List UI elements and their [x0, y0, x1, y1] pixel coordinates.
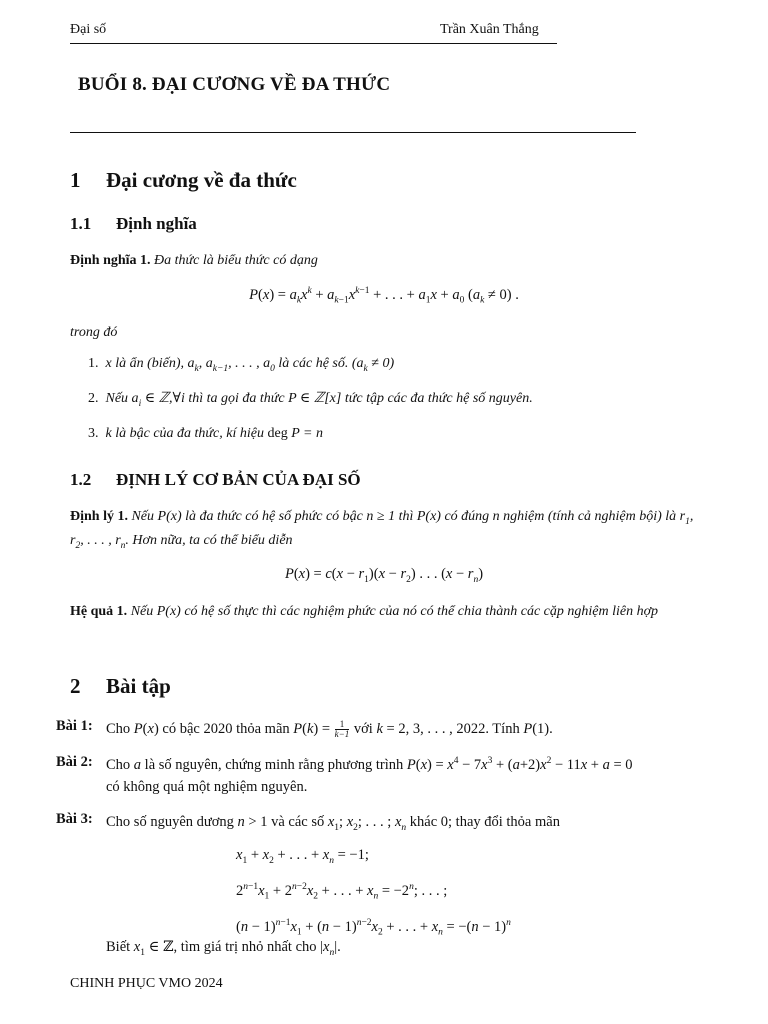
- header-author: Trần Xuân Thắng: [440, 22, 539, 37]
- header-divider: [70, 43, 557, 44]
- subsection-title: Định nghĩa: [116, 214, 197, 233]
- lesson-title: BUỔI 8. ĐẠI CƯƠNG VỀ ĐA THỨC: [78, 74, 391, 95]
- section-title: Bài tập: [106, 674, 171, 698]
- problem-1-label: Bài 1:: [56, 718, 93, 734]
- problem-1-text: Cho P(x) có bậc 2020 thỏa mãn P(k) = $\frac{1}{k-1}$ với k = 2, 3, . . . , 2022. Tính P(1).: [106, 719, 553, 740]
- corollary-label: Hệ quả 1.: [70, 604, 128, 619]
- problem-2-text: Cho a là số nguyên, chứng minh rằng phương trình $P(x) = x^4 - 7x^3 + (a+2)x^2 - 11x + a = 0$ có không quá một nghiệm nguyên.: [106, 756, 633, 796]
- problem-2-label: Bài 2:: [56, 754, 93, 770]
- subsection-1-1-heading: [70, 214, 197, 234]
- subsection-number: 1.1: [70, 214, 92, 233]
- problem-3-text: Cho số nguyên dương n > 1 và các số $x_1$; $x_2$; . . . ; $x_n$ khác 0; thay đổi thỏa mãn: [106, 814, 560, 833]
- subsection-1-2-heading: [70, 470, 361, 490]
- subsection-number: 1.2: [70, 470, 92, 489]
- problem-3-question: Biết $x_1$ ∈ ℤ, tìm giá trị nhỏ nhất cho $|x_n|$.: [106, 939, 341, 958]
- title-divider: [70, 132, 636, 133]
- section-number: 1: [70, 168, 81, 192]
- definition-text: Đa thức là biểu thức có dạng: [154, 253, 318, 268]
- list-item: 2. Nếu $a_i$ ∈ ℤ,∀i thì ta gọi đa thức P ∈ ℤ[x] tức tập các đa thức hệ số nguyên.: [88, 391, 533, 409]
- definition-label: Định nghĩa 1.: [70, 253, 151, 268]
- footer-text: CHINH PHỤC VMO 2024: [70, 976, 223, 991]
- equation-system: $x_1 + x_2$ + . . . + $x_n = -1$; $2^{n-1}x_1 + 2^{n-2}x_2$ + . . . + $x_n = -2^n$; . . . ; $(n - 1)^{n-1}x_1 + (n - 1)^{n-2}x_2$ + . . . + $x_n = -(n - 1)^n$: [236, 847, 511, 938]
- factorization-formula: $P(x) = c(x - r_1)(x - r_2)$ . . . $(x - r_n)$: [284, 566, 484, 585]
- theorem-1: Định lý 1. Nếu P(x) là đa thức có hệ số phức có bậc n ≥ 1 thì P(x) có đúng n nghiệm (tính cả nghiệm bội) là $r_1$, $r_2$, . . . , $r_n$. Hơn nữa, ta có thể biểu diễn: [70, 509, 694, 551]
- theorem-label: Định lý 1.: [70, 509, 128, 524]
- list-item: 1. x là ẩn (biến), $a_k$, $a_{k-1}$, . . . , $a_0$ là các hệ số. $(a_k \ne 0)$: [88, 356, 395, 374]
- section-title: Đại cương về đa thức: [106, 168, 297, 192]
- header-subject: Đại số: [70, 22, 107, 37]
- polynomial-formula: $P(x) = a_kx^k + a_{k-1}x^{k-1}$ + . . . + $a_1x + a_0$ $(a_k \ne 0)$ .: [249, 286, 519, 306]
- problem-3-label: Bài 3:: [56, 811, 93, 827]
- where-text: trong đó: [70, 325, 118, 340]
- corollary-1: Hệ quả 1. Nếu P(x) có hệ số thực thì các nghiệm phức của nó có thể chia thành các cặp nghiệm liên hợp: [70, 604, 659, 619]
- list-item: 3. k là bậc của đa thức, kí hiệu deg P = n: [88, 426, 323, 441]
- section-number: 2: [70, 674, 81, 698]
- section-2-heading: [70, 674, 171, 699]
- subsection-title: ĐỊNH LÝ CƠ BẢN CỦA ĐẠI SỐ: [116, 470, 361, 489]
- definition-1: [70, 250, 318, 272]
- section-1-heading: [70, 168, 297, 193]
